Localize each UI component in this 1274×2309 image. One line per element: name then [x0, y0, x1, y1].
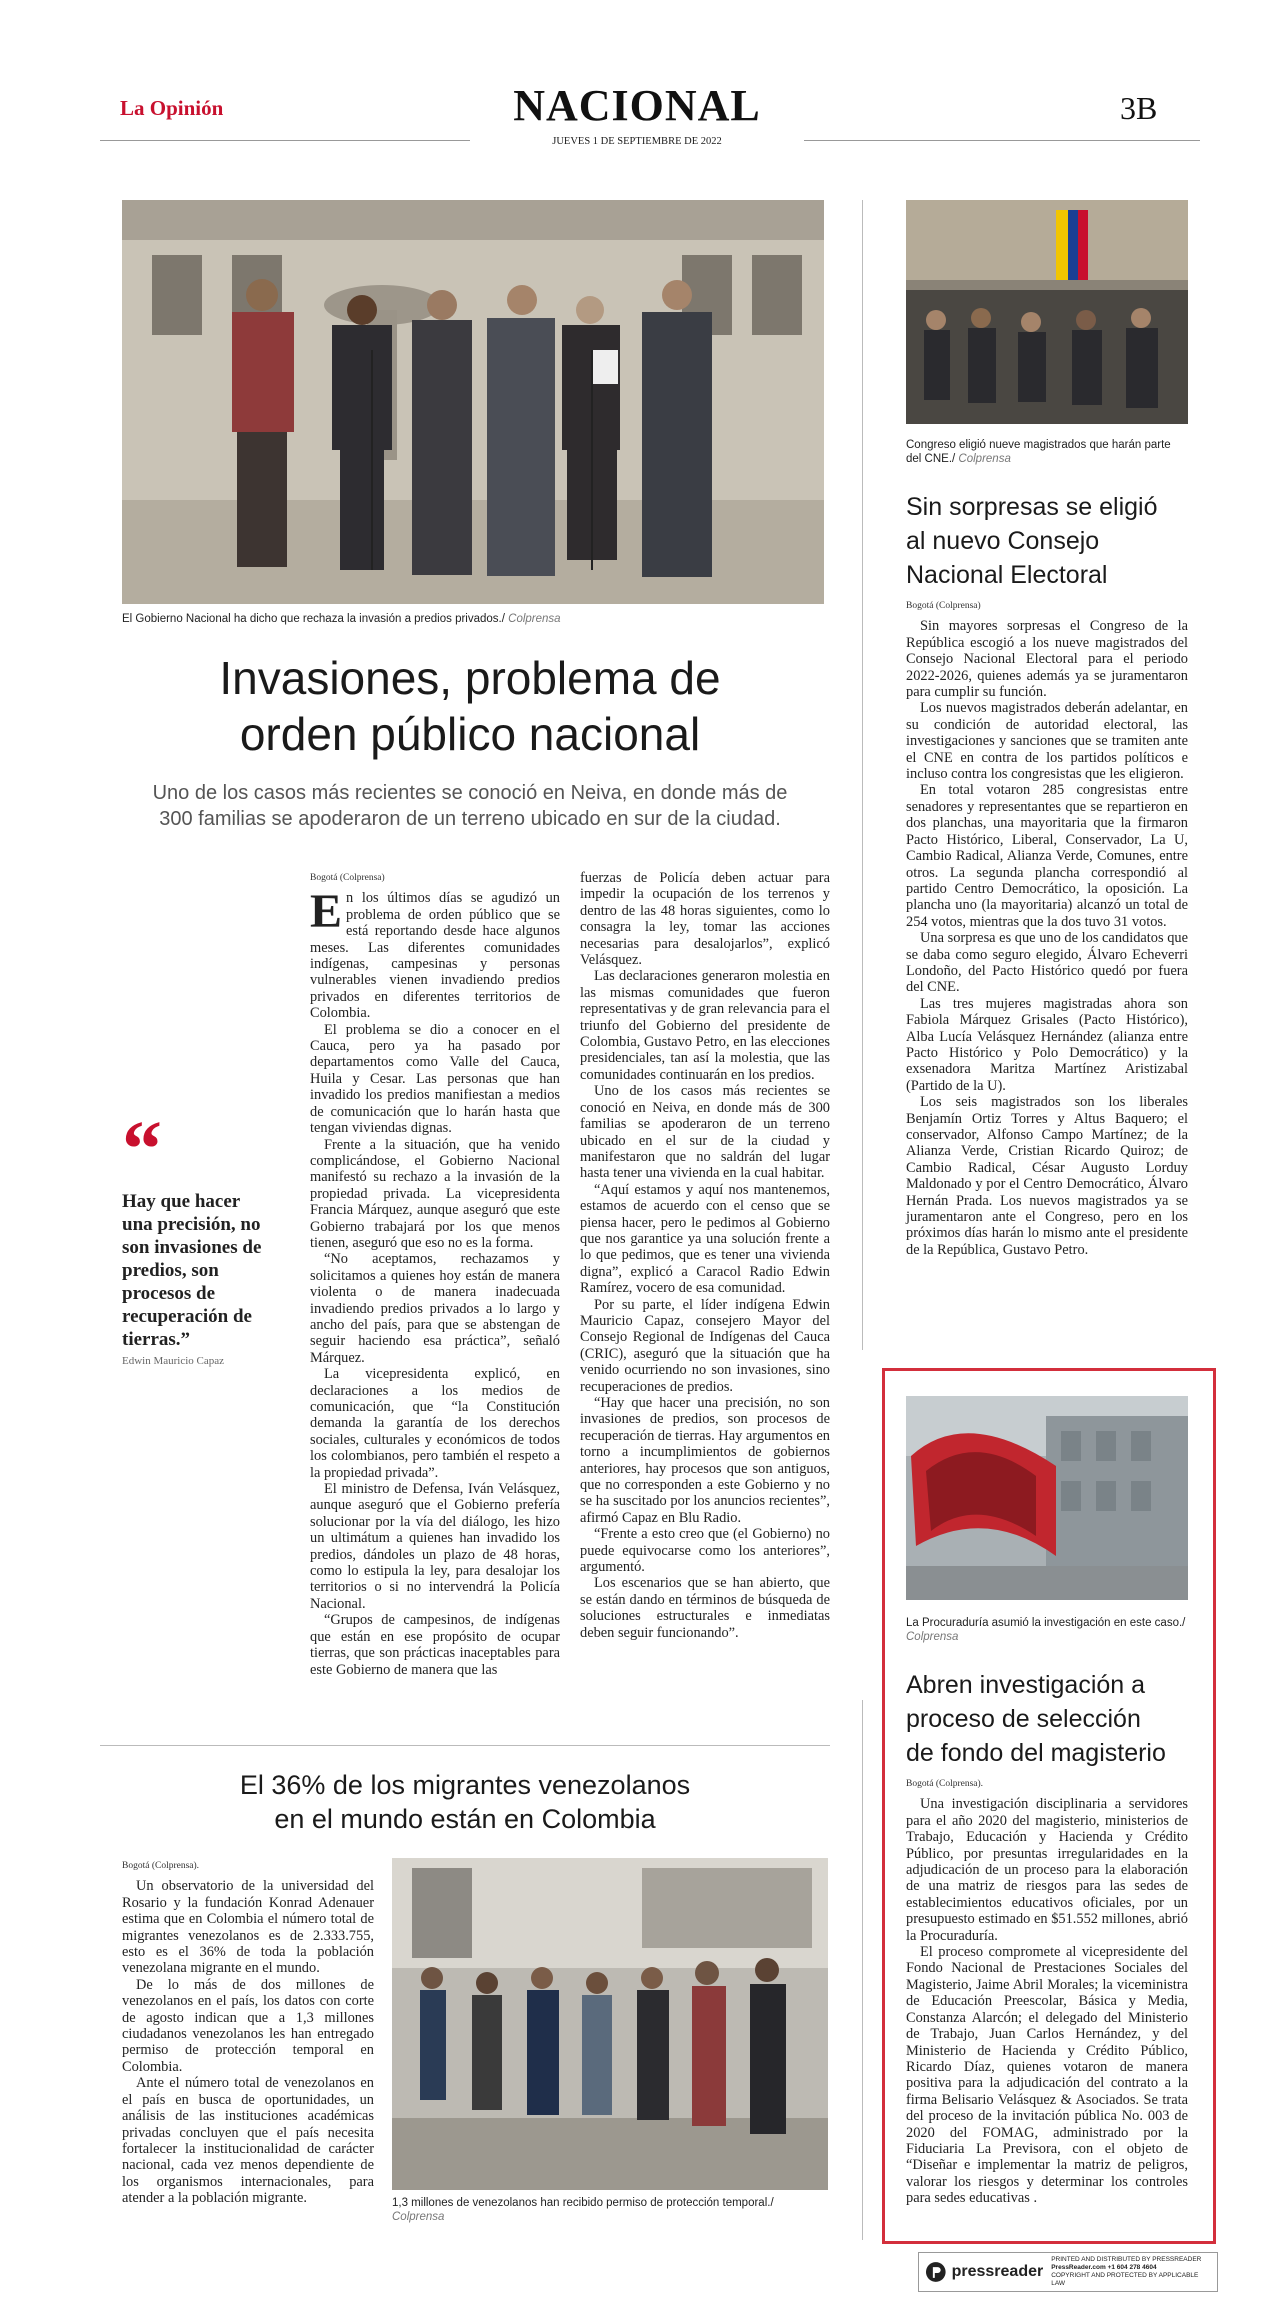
procuraduria-photo: [906, 1396, 1188, 1600]
subheadline-line: 300 familias se apoderaron de un terreno ubicado en sur de la ciudad.: [159, 808, 781, 830]
headline-line: Invasiones, problema de: [219, 652, 721, 704]
pull-quote: [122, 1106, 272, 1367]
migrants-queue-image: [392, 1858, 828, 2190]
migrants-body: [122, 1858, 374, 2207]
section-divider: [100, 1745, 830, 1746]
paragraph: Por su parte, el líder indígena Edwin Mauricio Capaz, consejero Mayor del Consejo Regional de Indígenas del Cauca (CRIC), aseguró que la situación que ha venido ocurriendo no son invasiones, sino recuperaciones de predios.: [580, 1296, 830, 1395]
paragraph: n los últimos días se agudizó un problema de orden público que se está reportando desde hace algunos meses. Las diferentes comunidades indígenas, campesinas y personas vulnerables vienen invadiendo predios privados en diferentes territorios de Colombia.: [310, 890, 560, 1022]
main-body-col2: [580, 870, 830, 1641]
migrants-photo-caption: [392, 2196, 828, 2224]
paragraph: Las declaraciones generaron molestia en las mismas comunidades que fueron representativas y de gran relevancia para el triunfo del Gobierno del presidente de Colombia, Gustavo Petro, en las elecciones presidenciales, tan así la molestia, que las comunidades continuarán en los predios.: [580, 968, 830, 1083]
notice-line: COPYRIGHT AND PROTECTED BY APPLICABLE LAW: [1051, 2272, 1199, 2287]
congress-swearing-in-image: [906, 200, 1188, 424]
paragraph: La vicepresidenta explicó, en declaraciones a los medios de comunicación, que “la Constitución demanda la garantía de los derechos sociales, culturales y económicos de todos los colombianos, pero también el respeto a la propiedad privada”.: [310, 1366, 560, 1481]
migrants-photo: [392, 1858, 828, 2190]
paragraph: fuerzas de Policía deben actuar para impedir la ocupación de los terrenos y dentro de las 48 horas siguientes, como lo consagra la ley, tomar las acciones necesarias para desalojarlos”, explicó Velásquez.: [580, 870, 830, 969]
notice-line: PRINTED AND DISTRIBUTED BY PRESSREADER: [1051, 2256, 1202, 2263]
paragraph: Frente a la situación, que ha venido complicándose, el Gobierno Nacional manifestó su rechazo a la invasión de la propiedad privada. La vicepresidenta Francia Márquez, aunque aseguró que este Gobierno trabajará por los que menos tienen, aseguró que eso no es la forma.: [310, 1136, 560, 1251]
pressreader-footer: [918, 2252, 1218, 2292]
main-body-col1: [310, 870, 560, 1678]
quote-text: Hay que hacer una precisión, no son invasiones de predios, son procesos de recuperación de tierras.”: [122, 1191, 262, 1350]
paragraph: Los escenarios que se han abierto, que se están dando en términos de búsqueda de soluciones estructurales e inmediatas deben seguir funcionando”.: [580, 1575, 830, 1641]
caption-text: La Procuraduría asumió la investigación en este caso./: [906, 1617, 1186, 1629]
procuraduria-photo-caption: [906, 1616, 1188, 1644]
cne-body: [906, 598, 1188, 1258]
photo-credit: Colprensa: [508, 613, 561, 625]
column-divider: [862, 200, 863, 1350]
column-divider: [862, 1700, 863, 2240]
photo-credit: Colprensa: [392, 2211, 445, 2223]
main-photo-caption: [122, 612, 824, 626]
paragraph: En total votaron 285 congresistas entre senadores y representantes que se repartieron en dos planchas, una mayoritaria que la firmaron Pacto Histórico, Liberal, Conservador, La U, Cambio Radical, Alianza Verde, Comunes, entre otros. La segunda plancha correspondió al partido Centro Democrático, la oposición. La plancha uno (la mayoritaria) alcanzó un total de 254 votos, mientras que la dos tuvo 31 votos.: [906, 782, 1188, 930]
paragraph: Las tres mujeres magistradas ahora son Fabiola Márquez Grisales (Pacto Histórico), Alba Lucía Velásquez Hernández (alianza entre Pacto Histórico y Polo Democrático) y la exsenadora Maritza Martínez Aristizabal (Partido de la U).: [906, 995, 1188, 1094]
headline-line: de fondo del magisterio: [906, 1739, 1166, 1767]
drop-cap: E: [310, 885, 343, 939]
cne-photo-caption: [906, 438, 1188, 466]
paragraph: De lo más de dos millones de venezolanos en el país, los datos con corte de agosto indican que a 1,3 millones ciudadanos venezolanos les han entregado permiso de protección temporal en Colombia.: [122, 1976, 374, 2075]
caption-text: El Gobierno Nacional ha dicho que rechaza la invasión a predios privados./: [122, 613, 505, 625]
headline-line: Sin sorpresas se eligió: [906, 493, 1158, 521]
procuraduria-headline: [906, 1668, 1188, 1770]
paragraph: “Aquí estamos y aquí nos mantenemos, estamos de acuerdo con el censo que se piensa hacer, pero le pedimos al Gobierno que nos garantice ya una solución frente a lo que pedimos, que es tener una vivienda digna”, explicó a Caracol Radio Edwin Ramírez, vocero de esa comunidad.: [580, 1181, 830, 1297]
paragraph: El proceso compromete al vicepresidente del Fondo Nacional de Prestaciones Sociales del Magisterio, Jaime Abril Morales; la viceministra de Educación Preescolar, Básica y Media, Constanza Alarcón; el delegado del Ministerio de Trabajo, Juan Carlos Hernández, y del Ministerio de Hacienda y Crédito Público, Ricardo Díaz, quienes votaron de manera positiva para la adjudicación del contrato a la firma Belisario Velásquez & Asociados. Se trata del proceso de la invitación pública No. 003 de 2020 del FOMAG, administrado por la Fiduciaria La Previsora, con el objeto de “Diseñar e implementar la matriz de peligros, valorar los riesgos y determinar los controles para sedes educativas .: [906, 1944, 1188, 2207]
issue-date: JUEVES 1 DE SEPTIEMBRE DE 2022: [470, 136, 804, 147]
paragraph: Los seis magistrados son los liberales Benjamín Ortiz Torres y Altus Baquero; el conservador, Alfonso Campo Martínez; de la Alianza Verde, Cristian Ricardo Quiroz; de Cambio Radical, César Augusto Lorduy Maldonado y por el Centro Democrático, Álvaro Hernán Prada. Los nuevos magistrados ya se juramentaron ante el Congreso, pero en los próximos días harán lo mismo ante el presidente de la República, Gustavo Petro.: [906, 1094, 1188, 1258]
red-sculpture-building-image: [906, 1396, 1188, 1600]
section-title: NACIONAL: [513, 81, 761, 130]
paragraph: El ministro de Defensa, Iván Velásquez, aunque aseguró que el Gobierno prefería solucionar por la vía del diálogo, les hizo un ultimátum a quienes han invadido los predios, dándoles un plazo de 48 horas, como lo estipula la ley, para desalojar los territorios o si no intervendrá la Policía Nacional.: [310, 1481, 560, 1612]
headline-line: en el mundo están en Colombia: [274, 1804, 656, 1834]
subheadline-line: Uno de los casos más recientes se conoció en Neiva, en donde más de: [152, 782, 788, 804]
headline-line: al nuevo Consejo: [906, 527, 1100, 555]
byline: Bogotá (Colprensa): [310, 873, 385, 883]
paragraph: “Grupos de campesinos, de indígenas que están en ese propósito de ocupar tierras, que son prácticas inaceptables para este Gobierno de manera que las: [310, 1612, 560, 1678]
quote-author: Edwin Mauricio Capaz: [122, 1355, 225, 1367]
paragraph: Una investigación disciplinaria a servidores para el año 2020 del magisterio, ministerios de Trabajo, Educación y Hacienda y Crédito Público, por presuntas irregularidades en la adjudicación de un proceso para la elaboración de una matriz de riesgos para las sedes de establecimientos educativos oficiales, por un presupuesto estimado en $51.552 millones, abrió la Procuraduría.: [906, 1796, 1188, 1944]
paragraph: Los nuevos magistrados deberán adelantar, en su condición de autoridad electoral, las investigaciones y sanciones que se tramiten ante el CNE en contra de los partidos políticos e incluso contra los congresistas que les eligieron.: [906, 700, 1188, 783]
headline-line: El 36% de los migrantes venezolanos: [239, 1770, 691, 1800]
quote-mark: “: [122, 1106, 162, 1194]
headline-line: Abren investigación a: [906, 1671, 1146, 1699]
cne-headline: [906, 490, 1188, 592]
notice-line: PressReader.com +1 604 278 4604: [1051, 2264, 1157, 2271]
paragraph: Un observatorio de la universidad del Rosario y la fundación Konrad Adenauer estima que en Colombia el número total de migrantes venezolanos es de 2.333.755, esto es el 36% de toda la población venezolana migrante en el mundo.: [122, 1878, 374, 1977]
photo-credit: Colprensa: [958, 453, 1011, 465]
caption-text: Congreso eligió nueve magistrados que harán parte del CNE./: [906, 439, 1171, 465]
pressreader-brand: pressreader: [951, 2263, 1044, 2280]
brand-logo: La Opinión: [120, 96, 224, 120]
pressreader-notice: [1051, 2256, 1211, 2288]
paragraph: Una sorpresa es que uno de los candidatos que se daba como seguro elegido, Álvaro Echeverri Londoño, del Pacto Histórico quedó por fuera del CNE.: [906, 930, 1188, 996]
paragraph: Ante el número total de venezolanos en el país en busca de oportunidades, un análisis de las instituciones académicas privadas concluyen que el país necesita fortalecer la institucionalidad de carácter nacional, cada vez menos dependiente de los organismos internacionales, para atender a la población migrante.: [122, 2075, 374, 2207]
byline: Bogotá (Colprensa).: [122, 1861, 200, 1871]
paragraph: El problema se dio a conocer en el Cauca, pero ya ha pasado por departamentos como Valle del Cauca, Huila y Cesar. Las personas que han invadido los predios manifiestan a medios de comunicación que lo harán hasta que tengan viviendas dignas.: [310, 1021, 560, 1137]
headline-line: proceso de selección: [906, 1705, 1141, 1733]
byline: Bogotá (Colprensa).: [906, 1779, 984, 1789]
headline-line: orden público nacional: [239, 708, 701, 760]
main-headline: [90, 650, 850, 762]
paragraph: Uno de los casos más recientes se conoció en Neiva, en donde más de 300 familias se apoderaron de un terreno ubicado en el sur de la ciudad y manifestaron que no saldrán del lugar hasta tener una vivienda en la cual habitar.: [580, 1083, 830, 1182]
main-subheadline: [100, 780, 840, 832]
headline-line: Nacional Electoral: [906, 561, 1108, 589]
main-story-photo: [122, 200, 824, 604]
photo-credit: Colprensa: [906, 1631, 959, 1643]
paragraph: “Frente a esto creo que (el Gobierno) no puede equivocarse como los anteriores”, argumentó.: [580, 1526, 830, 1576]
paragraph: Sin mayores sorpresas el Congreso de la República escogió a los nueve magistrados del Consejo Nacional Electoral para el periodo 2022-2026, quienes además ya se juramentaron para cumplir su función.: [906, 618, 1188, 701]
caption-text: 1,3 millones de venezolanos han recibido permiso de protección temporal./: [392, 2197, 774, 2209]
page-number: 3B: [1120, 90, 1158, 126]
cne-photo: [906, 200, 1188, 424]
paragraph: “Hay que hacer una precisión, no son invasiones de predios, son procesos de recuperación de tierras. Hay argumentos en torno a incumplimientos de gobiernos anteriores, hay procesos que son antiguos, que no corresponden a este Gobierno y no se ha suscitado por los anuncios recientes”, afirmó Capaz en Blu Radio.: [580, 1395, 830, 1526]
officials-press-conference-image: [122, 200, 824, 604]
procuraduria-body: [906, 1776, 1188, 2207]
paragraph: “No aceptamos, rechazamos y solicitamos a quienes hoy están de manera violenta o de manera inadecuada invadiendo predios privados a lo largo y ancho del país, para que se abstengan de seguir haciendo esa práctica”, señaló Márquez.: [310, 1251, 560, 1366]
migrants-headline: [100, 1768, 830, 1836]
pressreader-logo-icon: [925, 2261, 947, 2283]
byline: Bogotá (Colprensa): [906, 601, 981, 611]
